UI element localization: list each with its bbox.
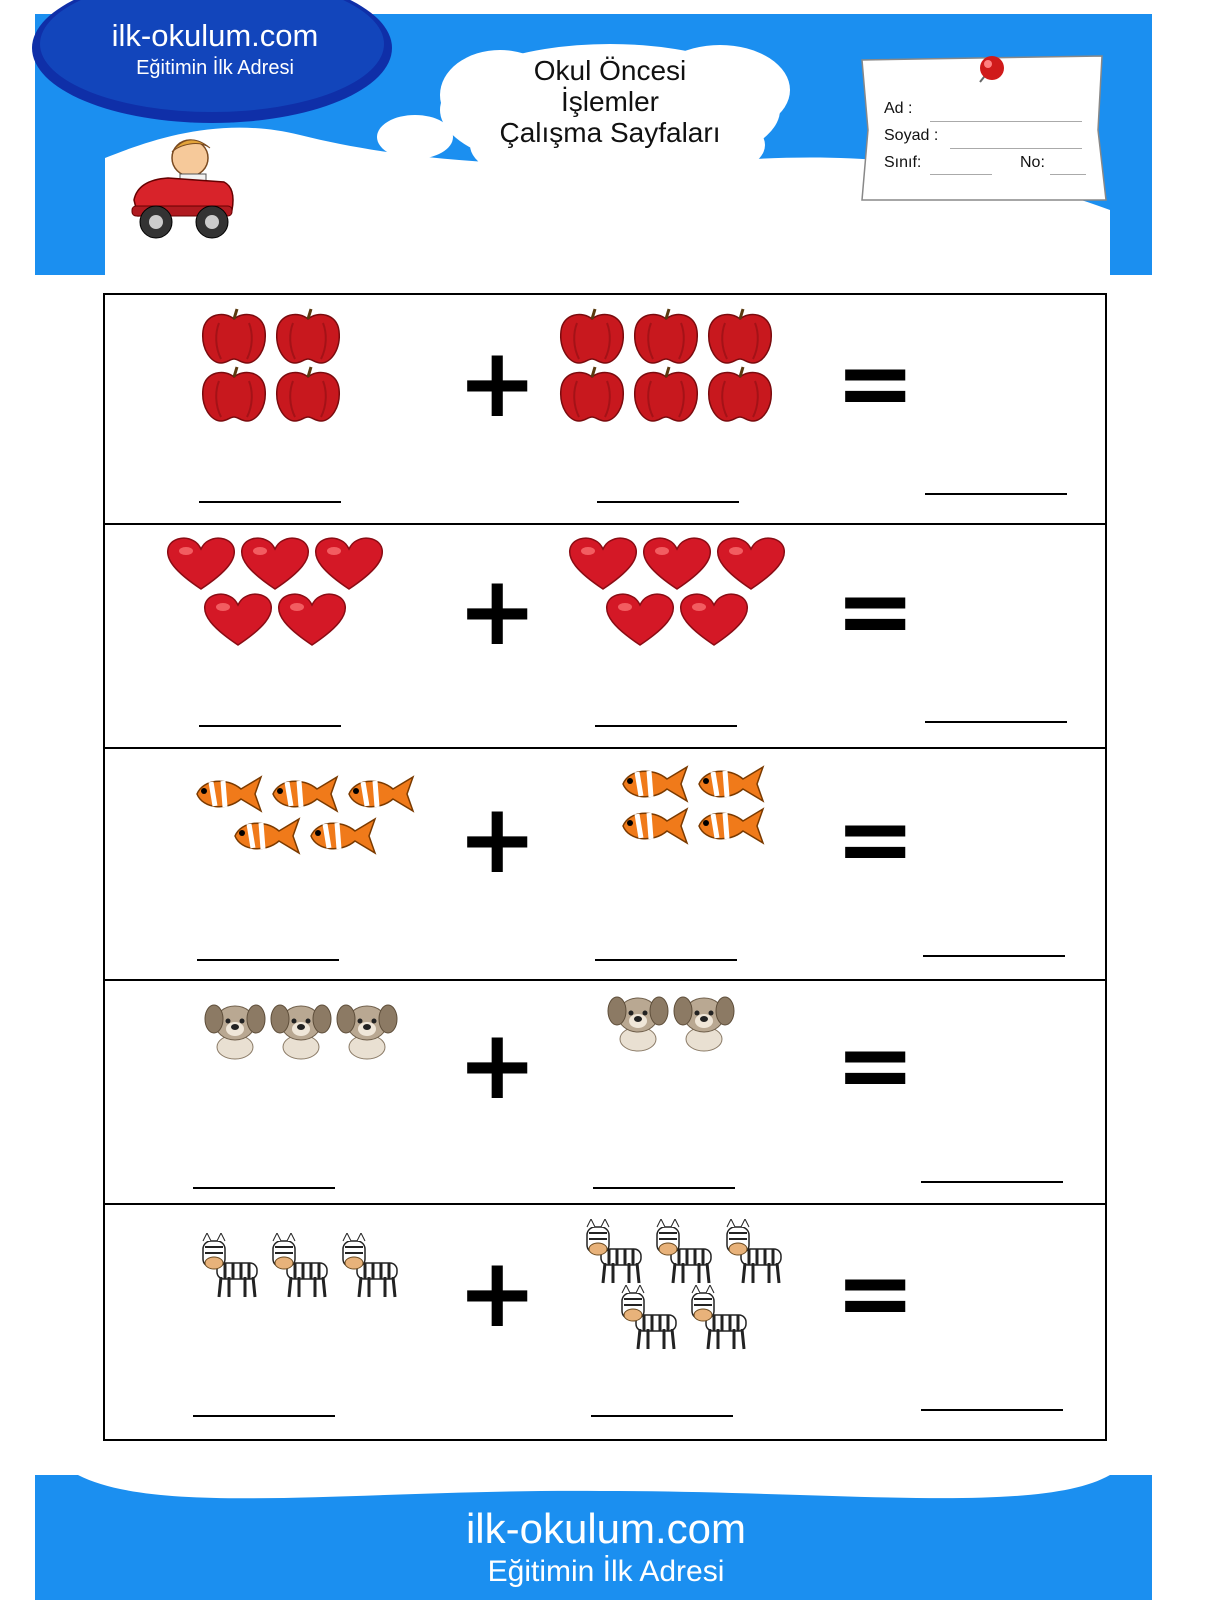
heart-icon [164, 535, 238, 591]
heart-icon [201, 591, 275, 647]
logo-subtitle: Eğitimin İlk Adresi [136, 57, 294, 79]
zebra-icon [269, 1233, 339, 1299]
apple-icon [555, 365, 629, 423]
heart-icon [312, 535, 386, 591]
apple-icon [197, 365, 271, 423]
fish-icon [617, 763, 693, 805]
right-count-blank[interactable] [591, 1415, 733, 1417]
addition-worksheet [103, 293, 1107, 1441]
puppy-icon [268, 999, 334, 1061]
heart-icon [566, 535, 640, 591]
left-count-blank[interactable] [193, 1187, 335, 1189]
right-count-blank[interactable] [595, 959, 737, 961]
apple-icon [271, 365, 345, 423]
fish-icon [305, 815, 381, 857]
surname-line[interactable] [950, 148, 1082, 149]
answer-blank[interactable] [923, 955, 1065, 957]
answer-blank[interactable] [921, 1409, 1063, 1411]
problem-row-puppies [105, 981, 1105, 1205]
heart-icon [714, 535, 788, 591]
name-line[interactable] [930, 121, 1082, 122]
heart-icon [603, 591, 677, 647]
equals-sign: = [835, 783, 916, 895]
plus-sign: + [457, 1009, 538, 1121]
fish-icon [693, 805, 769, 847]
equals-sign: = [835, 1009, 916, 1121]
fish-icon [693, 763, 769, 805]
boy-car-icon [128, 130, 238, 245]
apple-icon [703, 365, 777, 423]
class-label: Sınıf: [884, 154, 922, 171]
answer-blank[interactable] [925, 493, 1067, 495]
plus-sign: + [457, 783, 538, 895]
right-count-blank[interactable] [597, 501, 739, 503]
zebra-icon [339, 1233, 409, 1299]
zebra-icon [653, 1219, 723, 1285]
title-line-3: Çalışma Sayfaları [499, 117, 721, 148]
plus-sign: + [457, 555, 538, 667]
right-group [591, 991, 751, 1053]
fish-icon [229, 815, 305, 857]
puppy-icon [202, 999, 268, 1061]
zebra-icon [618, 1285, 688, 1351]
zebra-icon [199, 1233, 269, 1299]
problem-row-zebras [105, 1205, 1105, 1439]
zebra-icon [583, 1219, 653, 1285]
heart-icon [677, 591, 751, 647]
answer-blank[interactable] [925, 721, 1067, 723]
equals-sign: = [835, 327, 916, 439]
right-group [563, 535, 791, 647]
fish-icon [267, 773, 343, 815]
left-group [199, 1233, 409, 1299]
surname-label: Soyad : [884, 127, 939, 144]
worksheet-title [480, 55, 740, 148]
heart-icon [238, 535, 312, 591]
apple-icon [555, 307, 629, 365]
answer-blank[interactable] [921, 1181, 1063, 1183]
title-line-2: İşlemler [560, 86, 659, 117]
heart-icon [275, 591, 349, 647]
zebra-icon [723, 1219, 793, 1285]
apple-icon [629, 307, 703, 365]
apple-icon [271, 307, 345, 365]
left-count-blank[interactable] [199, 501, 341, 503]
number-line[interactable] [1050, 174, 1086, 175]
fish-icon [191, 773, 267, 815]
apple-icon [629, 365, 703, 423]
heart-icon [640, 535, 714, 591]
left-group [193, 307, 349, 423]
right-group [605, 763, 781, 847]
worksheet-footer [0, 1475, 1212, 1600]
zebra-icon [688, 1285, 758, 1351]
problem-row-apples [105, 295, 1105, 525]
name-label: Ad : [884, 100, 913, 117]
fish-icon [343, 773, 419, 815]
worksheet-header [0, 0, 1212, 285]
right-count-blank[interactable] [593, 1187, 735, 1189]
number-label: No: [1020, 154, 1045, 171]
title-line-1: Okul Öncesi [533, 55, 687, 86]
left-count-blank[interactable] [199, 725, 341, 727]
right-group [549, 307, 783, 423]
right-count-blank[interactable] [595, 725, 737, 727]
class-line[interactable] [930, 174, 992, 175]
puppy-icon [671, 991, 737, 1053]
problem-row-hearts [105, 525, 1105, 749]
footer-title: ilk-okulum.com [465, 1505, 747, 1552]
left-group [161, 535, 389, 647]
student-info-card [870, 58, 1120, 208]
problem-row-fish [105, 749, 1105, 981]
puppy-icon [605, 991, 671, 1053]
left-group [181, 999, 421, 1061]
left-count-blank[interactable] [197, 959, 339, 961]
equals-sign: = [835, 555, 916, 667]
plus-sign: + [457, 327, 538, 439]
puppy-icon [334, 999, 400, 1061]
left-count-blank[interactable] [193, 1415, 335, 1417]
right-group [583, 1219, 793, 1351]
equals-sign: = [835, 1237, 916, 1349]
left-group [175, 773, 435, 857]
apple-icon [197, 307, 271, 365]
apple-icon [703, 307, 777, 365]
plus-sign: + [457, 1237, 538, 1349]
logo-title: ilk-okulum.com [111, 18, 319, 53]
fish-icon [617, 805, 693, 847]
footer-subtitle: Eğitimin İlk Adresi [487, 1555, 725, 1588]
